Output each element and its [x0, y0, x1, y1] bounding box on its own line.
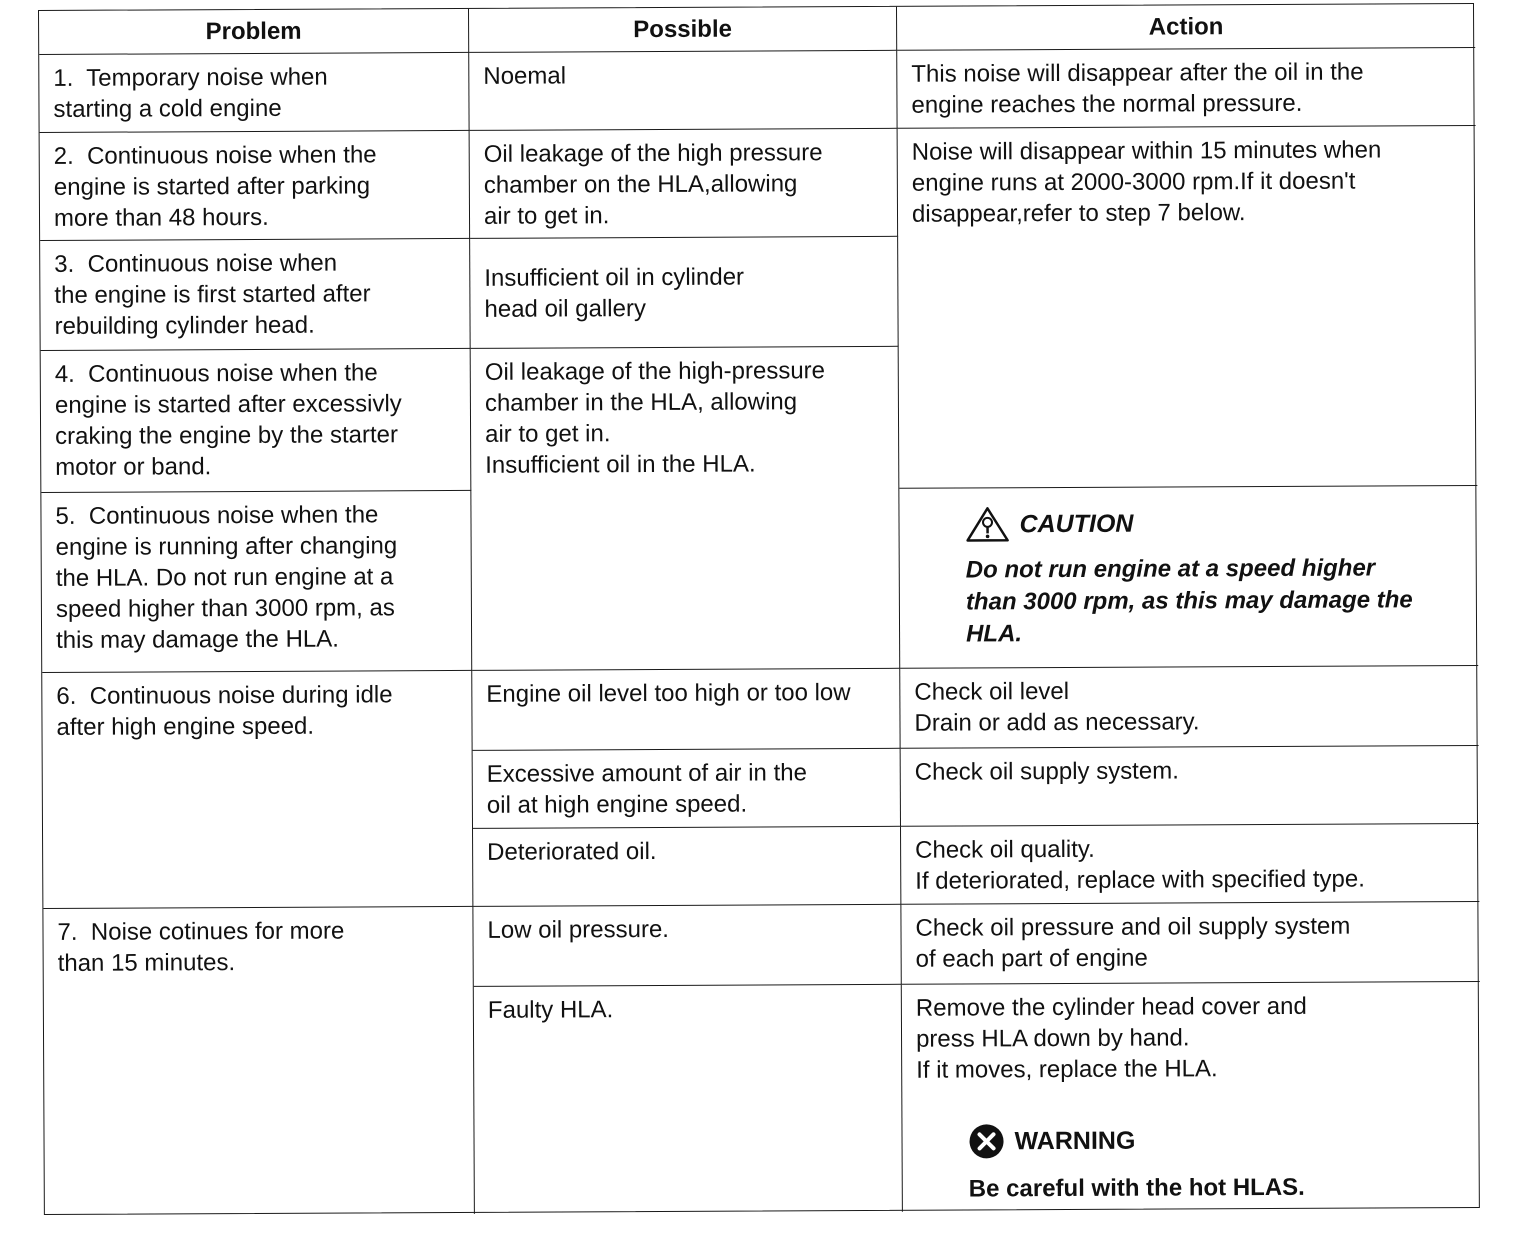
header-possible: Possible: [469, 7, 897, 53]
action-cell: Remove the cylinder head cover and press HLA down by hand. If it moves, replace the HLA. WARNING Be careful with the hot HLAS.: [902, 982, 1481, 1212]
action-cell: Check oil pressure and oil supply system of each part of engine: [901, 902, 1479, 985]
troubleshooting-table: [38, 3, 1480, 1215]
action-cell: Check oil supply system.: [901, 746, 1479, 827]
problem-cell: 2. Continuous noise when the engine is started after parking more than 48 hours.: [40, 131, 471, 241]
problem-cell: 7. Noise cotinues for more than 15 minutes.: [43, 907, 474, 1216]
warning-block: [916, 1121, 1468, 1205]
action-cell: This noise will disappear after the oil in the engine reaches the normal pressure.: [897, 48, 1475, 129]
possible-cell: Faulty HLA.: [474, 985, 903, 1214]
possible-cell: Noemal: [469, 51, 897, 131]
caution-triangle-icon: [965, 506, 1009, 542]
problem-cell: 5. Continuous noise when the engine is running after changing the HLA. Do not run engine at a speed higher than 3000 rpm, as this may damage the HLA.: [41, 491, 472, 673]
possible-cell: Low oil pressure.: [473, 905, 901, 987]
possible-cell: Oil leakage of the high-pressure chamber in the HLA, allowing air to get in. Insufficient oil in the HLA.: [471, 347, 901, 671]
problem-cell: 3. Continuous noise when the engine is first started after rebuilding cylinder head.: [40, 239, 471, 351]
warning-heading: [968, 1121, 1468, 1159]
possible-cell: Excessive amount of air in the oil at high engine speed.: [473, 749, 901, 829]
possible-cell: Oil leakage of the high pressure chamber on the HLA,allowing air to get in.: [470, 129, 899, 239]
action-cell: Check oil quality. If deteriorated, replace with specified type.: [901, 824, 1479, 905]
caution-box: [899, 486, 1478, 669]
problem-cell: 6. Continuous noise during idle after high engine speed.: [42, 671, 473, 909]
warning-x-circle-icon: [968, 1123, 1004, 1159]
action-cell: Check oil level Drain or add as necessary.: [900, 666, 1478, 749]
header-problem: Problem: [39, 9, 469, 55]
possible-cell: Insufficient oil in cylinder head oil gallery: [470, 237, 899, 349]
caution-text: Do not run engine at a speed higher than 3000 rpm, as this may damage the HLA.: [965, 554, 1413, 648]
action-cell: Noise will disappear within 15 minutes when engine runs at 2000-3000 rpm.If it doesn't disappear,refer to step 7 below.: [898, 126, 1478, 489]
warning-title: WARNING: [1014, 1126, 1136, 1155]
possible-cell: Deteriorated oil.: [473, 827, 901, 907]
problem-cell: 4. Continuous noise when the engine is started after excessivly craking the engine by the starter motor or band.: [41, 349, 472, 493]
caution-title: CAUTION: [1019, 509, 1134, 538]
warning-text: Be careful with the hot HLAS.: [968, 1173, 1305, 1203]
possible-cell: Engine oil level too high or too low: [472, 669, 900, 751]
header-action: Action: [897, 4, 1475, 51]
caution-heading: [965, 504, 1465, 542]
problem-cell: 1. Temporary noise when starting a cold engine: [39, 53, 469, 133]
